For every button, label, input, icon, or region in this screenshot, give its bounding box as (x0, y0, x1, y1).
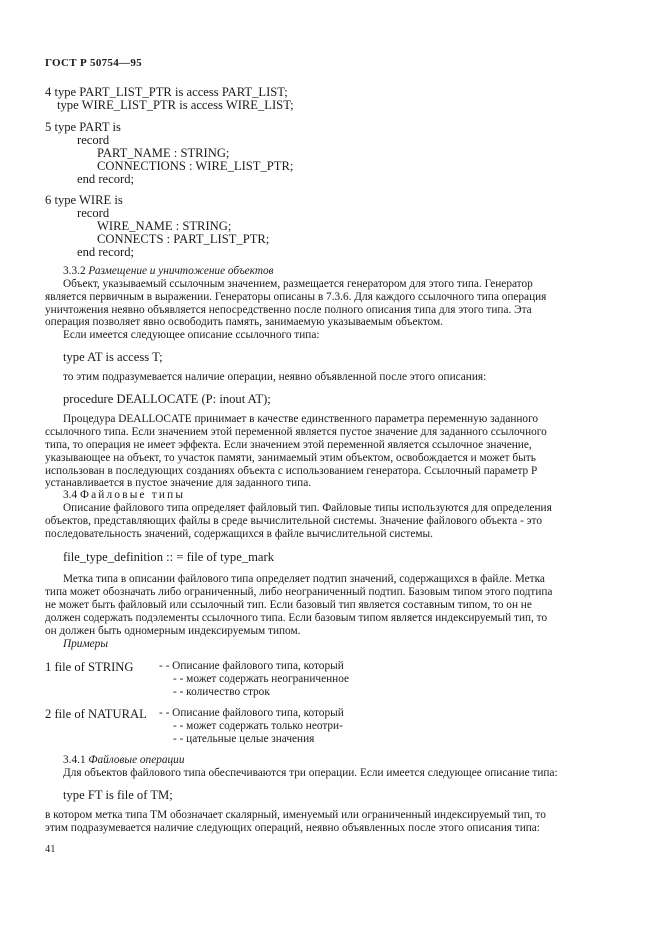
paragraph-line: то этим подразумевается наличие операции, неявно объявленной после этого описания: (63, 371, 487, 383)
section-heading-3-3-2 (63, 266, 274, 277)
example-comment: - - может содержать неограниченное (173, 673, 349, 685)
section-number: 3.4.1 (63, 754, 86, 766)
code-line: end record; (77, 172, 134, 186)
paragraph-line: объектов, представляющих файлы в среде вычислительной системы. Значение файлового объекта - это (45, 515, 542, 527)
section-title: Размещение и уничтожение объектов (88, 265, 274, 277)
running-header: ГОСТ Р 50754—95 (45, 57, 142, 69)
example-comment: - - цательные целые значения (173, 733, 315, 745)
section-title: Файловые типы (79, 489, 186, 501)
paragraph-line: использован в последующих созданиях объекта с использованием генератора. Ссылочный параметр P (45, 465, 538, 477)
paragraph-line: последовательность значений, содержащихся в файле вычислительной системы. (45, 528, 433, 540)
code-line: end record; (77, 245, 134, 259)
example-comment: - - Описание файлового типа, который (159, 707, 344, 719)
paragraph-line: устанавливается в пустое значение для заданного типа. (45, 477, 312, 489)
code-line: type AT is access T; (63, 350, 163, 364)
section-heading-3-4 (63, 490, 185, 501)
paragraph-line: Для объектов файлового типа обеспечиваются три операции. Если имеется следующее описание типа: (63, 767, 558, 779)
code-line: type WIRE_LIST_PTR is access WIRE_LIST; (57, 98, 294, 112)
paragraph-line: Описание файлового типа определяет файловый тип. Файловые типы используются для определения (63, 502, 552, 514)
section-number: 3.4 (63, 489, 78, 501)
section-heading-3-4-1 (63, 755, 184, 766)
paragraph-line: не может быть файловый или ссылочный тип. Если базовый тип является составным типом, то он не (45, 599, 532, 611)
paragraph-line: Метка типа в описании файлового типа определяет подтип значений, содержащихся в файле. Метка (63, 573, 545, 585)
paragraph-line: Процедура DEALLOCATE принимает в качестве единственного параметра переменную заданного (63, 413, 539, 425)
example-comment: - - может содержать только неотри- (173, 720, 343, 732)
code-line: 4 type PART_LIST_PTR is access PART_LIST; (45, 85, 288, 99)
paragraph-line: он должен быть одномерным индексируемым типом. (45, 625, 301, 637)
code-line: CONNECTS : PART_LIST_PTR; (97, 232, 270, 246)
code-line: 5 type PART is (45, 120, 121, 134)
paragraph-line: этим подразумевается наличие следующих операций, неявно объявленных после этого описания типа: (45, 822, 540, 834)
paragraph-line: операция позволяет явно освободить память, занимаемую указываемым объектом. (45, 316, 444, 328)
paragraph-line: Объект, указываемый ссылочным значением, размещается генератором для этого типа. Генератор (63, 278, 533, 290)
example-code: 1 file of STRING (45, 660, 134, 674)
syntax-rule: file_type_definition :: = file of type_mark (63, 550, 274, 564)
example-comment: - - Описание файлового типа, который (159, 660, 344, 672)
code-line: WIRE_NAME : STRING; (97, 219, 232, 233)
paragraph-line: в котором метка типа TM обозначает скалярный, именуемый или ограниченный индексируемый тип, то (45, 809, 546, 821)
examples-heading: Примеры (63, 638, 108, 650)
code-line: record (77, 206, 110, 220)
example-code: 2 file of NATURAL (45, 707, 147, 721)
code-line: PART_NAME : STRING; (97, 146, 230, 160)
paragraph-line: типа может обозначать либо ограниченный, либо неограниченный подтип. Базовым типом этого подтипа (45, 586, 553, 598)
paragraph-line: Если имеется следующее описание ссылочного типа: (63, 329, 320, 341)
section-number: 3.3.2 (63, 265, 86, 277)
page-number: 41 (45, 844, 56, 855)
code-line: CONNECTIONS : WIRE_LIST_PTR; (97, 159, 294, 173)
code-line: type FT is file of TM; (63, 788, 173, 802)
example-comment: - - количество строк (173, 686, 270, 698)
paragraph-line: является первичным в выражении. Генераторы описаны в 7.3.6. Для каждого ссылочного типа операция (45, 291, 547, 303)
paragraph-line: указывающее на объект, то участок памяти, занимаемый этим объектом, освобождается и может быть (45, 452, 536, 464)
paragraph-line: должен содержать подэлементы ссылочного типа. Если базовым типом является индексируемый тип, то (45, 612, 548, 624)
paragraph-line: типа, то операция не имеет эффекта. Если значением этой переменной является ссылочное значение, (45, 439, 532, 451)
paragraph-line: уничтожения неявно объявляется непосредственно после полного описания типа для этого типа. Эта (45, 304, 532, 316)
section-title: Файловые операции (88, 754, 185, 766)
paragraph-line: ссылочного типа. Если значением этой переменной является пустое значение для заданного ссылочного (45, 426, 547, 438)
code-line: procedure DEALLOCATE (P: inout AT); (63, 392, 271, 406)
code-line: 6 type WIRE is (45, 193, 123, 207)
code-line: record (77, 133, 110, 147)
